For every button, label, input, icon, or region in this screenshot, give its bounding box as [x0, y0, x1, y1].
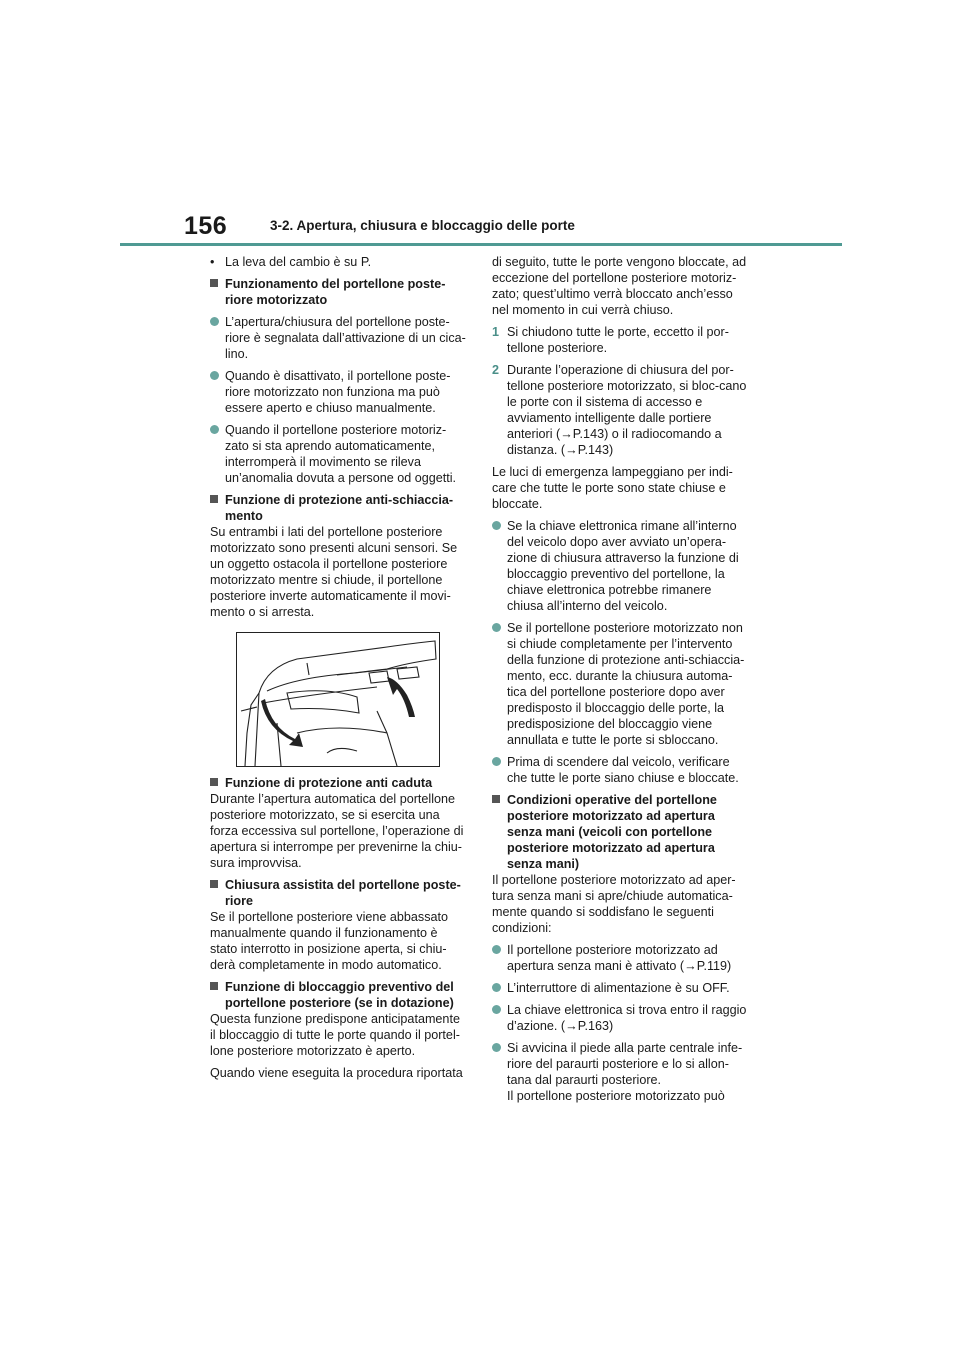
- note-item: [492, 754, 750, 786]
- note-text: Se la chiave elettronica rimane all’interno del veicolo dopo aver avviato un’opera-zione di chiusura attraverso la funzione di bloccaggio preventivo del portellone, la chiave elettronica potrebbe rimanere chiusa all’interno del veicolo.: [507, 519, 739, 613]
- circle-bullet-icon: [492, 945, 501, 954]
- square-bullet-icon: [210, 778, 218, 786]
- note-text: L’interruttore di alimentazione è su OFF.: [507, 981, 730, 995]
- note-item: [492, 942, 750, 974]
- circle-bullet-icon: [492, 757, 501, 766]
- note-item: [492, 980, 750, 996]
- square-bullet-icon: [210, 495, 218, 503]
- circle-bullet-icon: [492, 521, 501, 530]
- section-heading: [210, 276, 468, 308]
- heading-text: Funzione di protezione anti caduta: [225, 776, 433, 790]
- square-bullet-icon: [210, 279, 218, 287]
- body-text: Le luci di emergenza lampeggiano per indi-care che tutte le porte sono state chiuse e bloccate.: [492, 465, 733, 511]
- header-rule: [120, 243, 842, 246]
- circle-bullet-icon: [492, 1043, 501, 1052]
- note-text: Se il portellone posteriore motorizzato non si chiude completamente per l’intervento della funzione di protezione anti-schiaccia-mento, ecc. durante la chiusura automa-tica del portellone posteriore dopo aver predisposto il bloccaggio delle porte, la predisposizione del bloccaggio viene annullata e tutte le porte si sbloccano.: [507, 621, 745, 747]
- body-text: Il portellone posteriore motorizzato ad aper-tura senza mani si apre/chiude automatica-mente quando si soddisfano le seguenti condizioni:: [492, 873, 736, 935]
- section-heading: [210, 979, 468, 1011]
- step-number: 2: [492, 363, 500, 377]
- section-heading: [210, 492, 468, 524]
- heading-text: Funzione di protezione anti-schiaccia-mento: [225, 493, 454, 523]
- step-text: Si chiudono tutte le porte, eccetto il por-tellone posteriore.: [507, 325, 729, 355]
- right-column: [492, 254, 750, 1104]
- section-heading: [210, 877, 468, 909]
- note-text: Quando il portellone posteriore motoriz-zato si sta aprendo automaticamente, interromperà il movimento se rileva un’anomalia dovuta a persone od oggetti.: [225, 423, 457, 485]
- heading-text: Funzionamento del portellone poste-riore motorizzato: [225, 277, 446, 307]
- tailgate-sensor-illustration: [236, 632, 440, 767]
- note-text: Prima di scendere dal veicolo, verificare che tutte le porte siano chiuse e bloccate.: [507, 755, 739, 785]
- note-text: Il portellone posteriore motorizzato ad apertura senza mani è attivato (→P.119): [507, 943, 732, 973]
- step-item: [492, 324, 750, 356]
- note-item: [210, 422, 468, 486]
- body-text: Se il portellone posteriore viene abbassato manualmente quando il funzionamento è stato interrotto in posizione aperta, si chiu-derà completamente in modo automatico.: [210, 910, 449, 972]
- page-number: 156: [184, 212, 228, 240]
- section-heading: [210, 775, 468, 791]
- note-text: Quando è disattivato, il portellone poste-riore motorizzato non funziona ma può essere aperto e chiuso manualmente.: [225, 369, 451, 415]
- note-item: [492, 1040, 750, 1104]
- note-text: Si avvicina il piede alla parte centrale infe-riore del paraurti posteriore e lo si allon-tana dal paraurti posteriore.: [507, 1041, 743, 1087]
- section-heading: [492, 792, 750, 872]
- note-item: [210, 314, 468, 362]
- circle-bullet-icon: [210, 317, 219, 326]
- circle-bullet-icon: [492, 983, 501, 992]
- note-text: L’apertura/chiusura del portellone poste-riore è segnalata dall’attivazione di un cica-lino.: [225, 315, 466, 361]
- circle-bullet-icon: [492, 623, 501, 632]
- tailgate-illustration-svg: [237, 633, 439, 766]
- note-item: [492, 620, 750, 748]
- note-item: [210, 368, 468, 416]
- body-text: di seguito, tutte le porte vengono bloccate, ad eccezione del portellone posteriore motoriz-zato; quest’ultimo verrà bloccato anch’esso nel momento in cui verrà chiuso.: [492, 255, 747, 317]
- body-text: Quando viene eseguita la procedura riportata: [210, 1066, 463, 1080]
- circle-bullet-icon: [210, 425, 219, 434]
- note-item: [492, 1002, 750, 1034]
- body-text: Questa funzione predispone anticipatamente il bloccaggio di tutte le porte quando il portel-lone posteriore motorizzato è aperto.: [210, 1012, 460, 1058]
- square-bullet-icon: [210, 880, 218, 888]
- bullet-icon: •: [210, 255, 215, 269]
- bullet-item: [210, 254, 468, 270]
- square-bullet-icon: [492, 795, 500, 803]
- note-text-continued: Il portellone posteriore motorizzato può: [507, 1089, 725, 1103]
- bullet-text: La leva del cambio è su P.: [225, 255, 372, 269]
- heading-text: Funzione di bloccaggio preventivo del portellone posteriore (se in dotazione): [225, 980, 454, 1010]
- section-title: 3-2. Apertura, chiusura e bloccaggio delle porte: [270, 218, 575, 233]
- note-item: [492, 518, 750, 614]
- step-number: 1: [492, 325, 500, 339]
- square-bullet-icon: [210, 982, 218, 990]
- left-column: [210, 254, 468, 1081]
- body-text: Durante l’apertura automatica del portellone posteriore motorizzato, se si esercita una forza eccessiva sul portellone, l’operazione di apertura si interrompe per prevenirne la chiu-sura improvvisa.: [210, 792, 464, 870]
- heading-text: Condizioni operative del portellone posteriore motorizzato ad apertura senza mani (veicoli con portellone posteriore motorizzato ad apertura senza mani): [507, 793, 717, 871]
- circle-bullet-icon: [492, 1005, 501, 1014]
- heading-text: Chiusura assistita del portellone poste-riore: [225, 878, 461, 908]
- circle-bullet-icon: [210, 371, 219, 380]
- step-text: Durante l’operazione di chiusura del por-tellone posteriore motorizzato, si bloc-cano le porte con il sistema di accesso e avviamento intelligente dalle portiere anteriori (→P.143) o il radiocomando a distanza. (→P.143): [507, 363, 747, 457]
- body-text: Su entrambi i lati del portellone posteriore motorizzato sono presenti alcuni sensori. Se un oggetto ostacola il portellone posteriore motorizzato mentre si chiude, il portellone posteriore inverte automaticamente il movi-mento o si arresta.: [210, 525, 458, 619]
- note-text: La chiave elettronica si trova entro il raggio d’azione. (→P.163): [507, 1003, 747, 1033]
- step-item: [492, 362, 750, 458]
